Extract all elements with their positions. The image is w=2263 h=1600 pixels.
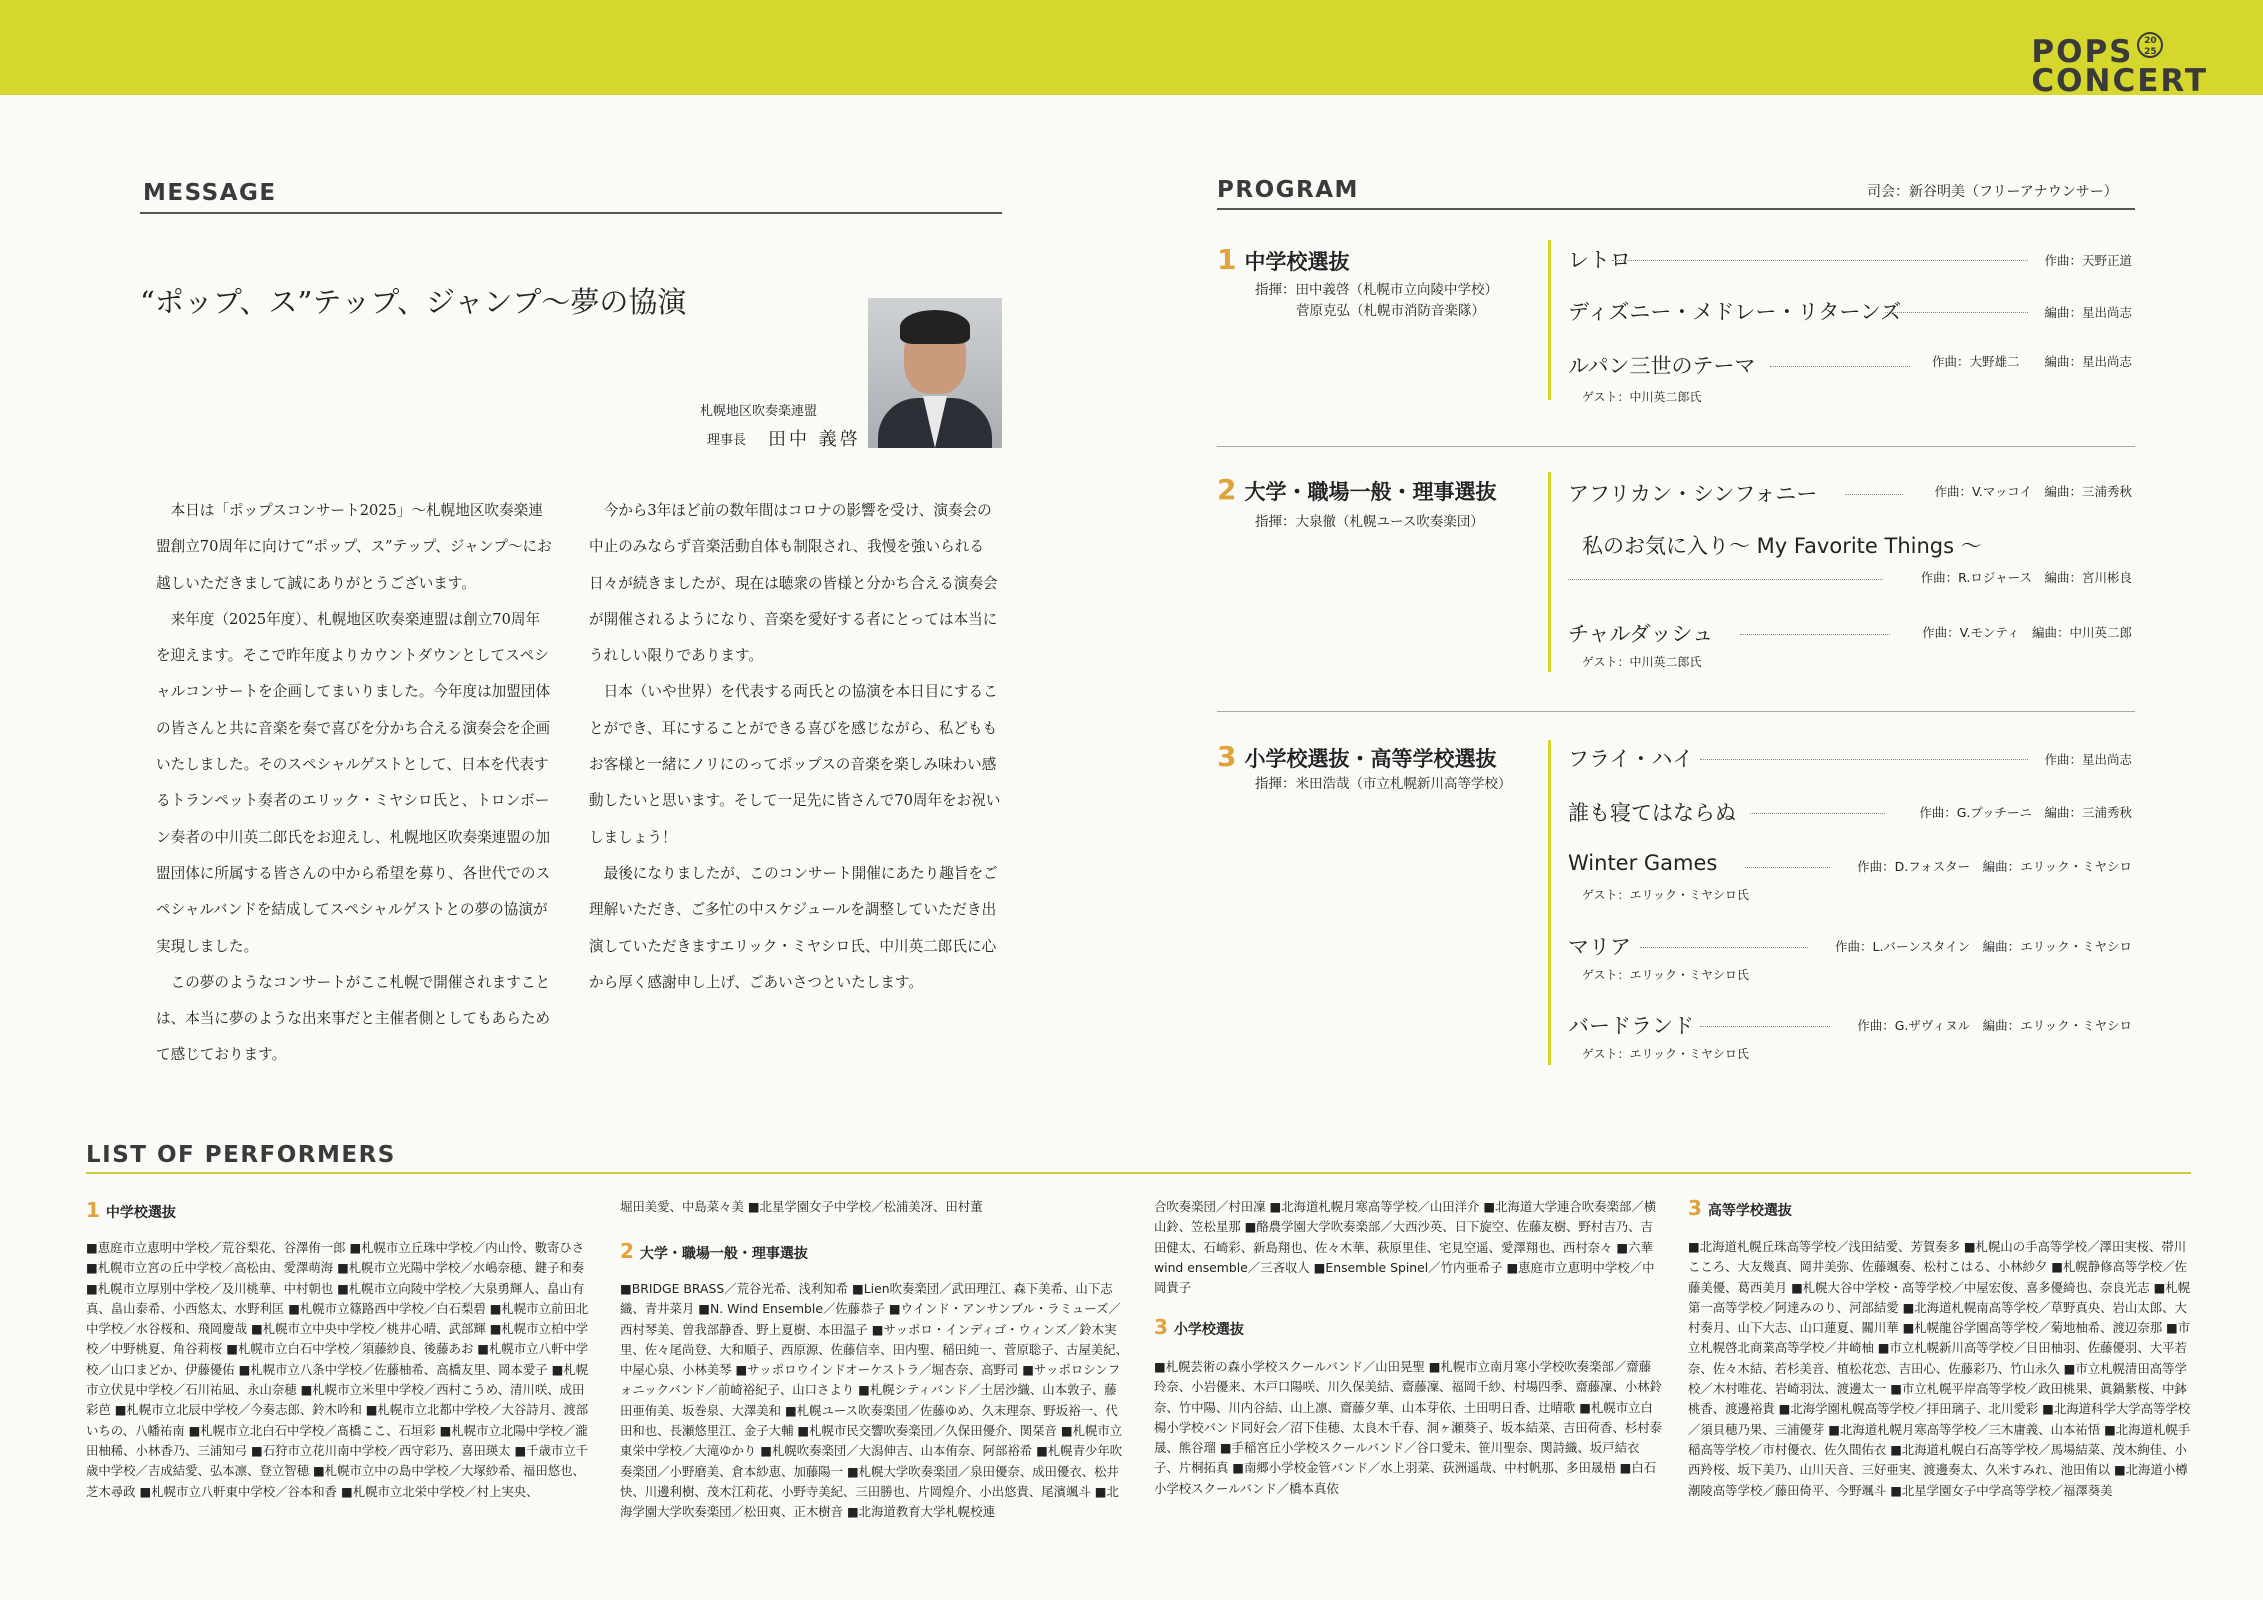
message-rule	[140, 212, 1002, 214]
conductor: 指揮：田中義啓（札幌市立向陵中学校）	[1255, 282, 1498, 298]
guest-credit: ゲスト：エリック・ミヤシロ氏	[1582, 1047, 1749, 1061]
song-title: レトロ	[1568, 248, 1631, 272]
performers-category: 3 高等学校選抜	[1688, 1196, 1792, 1220]
performers-list: ■北海道札幌丘珠高等学校／浅田結愛、芳賀奏多 ■札幌山の手高等学校／澤田実桜、帯川こころ、大友幾真、岡井美弥、佐藤颯奏、松村こはる、小林紗夕 ■札幌静修高等学校／佐藤美優、葛西美月 ■札幌大谷中学校・高等学校／中屋宏俊、喜多優綺也、奈良光志 ■札幌第一高等学校／阿達みのり、河部結愛 ■北海道札幌南高等学校／草野真央、岩山太郎、大村奏月、山下大志、山口蓮夏、關川華 ■札幌龍谷学園高等学校／菊地柚希、渡辺奈那 ■市立札幌啓北商業高等学校／井崎柚 ■市立札幌新川高等学校／日田柚羽、佐藤優羽、大平若奈、佐々木結、若杉美音、植松花恋、吉田心、佐藤彩乃、竹山永久 ■市立札幌清田高等学校／木村唯花、岩崎羽汰、渡邊太一 ■市立札幌平岸高等学校／政田桃果、眞鍋紫桜、中鉢桃香、渡邊裕貴 ■北海学園札幌高等学校／拝田璃子、北川愛彩 ■北海道科学大学高等学校／須貝穂乃果、三浦優芽 ■北海道札幌月寒高等学校／三木庸義、山本祐悟 ■北海道札幌手稲高等学校／市村優衣、佐久間佑衣 ■北海道札幌白石高等学校／馬場結菜、茂木絢佳、小西羚桜、坂下美乃、山川天音、三好亜実、渡邊奏太、久米すみれ、池田侑以 ■北海道小樽潮陵高等学校／藤田倚平、今野颯斗 ■北星学園女子中学高等学校／福澤葵美	[1688, 1239, 2191, 1498]
section-bar	[1548, 240, 1551, 400]
song-credit: 作曲：星出尚志	[2044, 752, 2132, 767]
conductor: 指揮：大泉徹（札幌ユース吹奏楽団）	[1255, 514, 1484, 530]
message-column-2	[589, 493, 1002, 1001]
conductor: 指揮：米田浩哉（市立札幌新川高等学校）	[1255, 776, 1512, 792]
song-title: マリア	[1568, 935, 1631, 959]
performers-category: 3 小学校選抜	[1154, 1315, 1244, 1339]
message-heading: MESSAGE	[143, 180, 277, 206]
message-paragraph: 最後になりましたが、このコンサート開催にあたり趣旨をご理解いただき、ご多忙の中スケジュールを調整していただき出演していただきますエリック・ミヤシロ氏、中川英二郎氏に心から厚く感謝申し上げ、ごあいさつといたします。	[589, 864, 998, 991]
performers-category: 1 中学校選抜	[86, 1198, 176, 1222]
song-credit: 作曲：D.フォスター 編曲：エリック・ミヤシロ	[1857, 859, 2132, 874]
chairman-name: 田中 義啓	[768, 429, 861, 450]
message-column-1	[156, 493, 553, 1074]
message-paragraph: 来年度（2025年度）、札幌地区吹奏楽連盟は創立70周年を迎えます。そこで昨年度よりカウントダウンとしてスペシャルコンサートを企画してまいりました。今年度は加盟団体の皆さんと共に音楽を奏で喜びを分かち合える演奏会を企画いたしました。そのスペシャルゲストとして、日本を代表するトランペット奏者のエリック・ミヤシロ氏と、トロンボーン奏者の中川英二郎氏をお迎えし、札幌地区吹奏楽連盟の加盟団体に所属する皆さんの中から希望を募り、各世代でのスペシャルバンドを結成してスペシャルゲストとの夢の協演が実現しました。	[156, 610, 551, 955]
song-title: チャルダッシュ	[1568, 622, 1714, 646]
message-paragraph: 今から3年ほど前の数年間はコロナの影響を受け、演奏会の中止のみならず音楽活動自体も制限され、我慢を強いられる日々が続きましたが、現在は聴衆の皆様と分かち合える演奏会が開催されるようになり、音楽を愛好する者にとっては本当にうれしい限りであります。	[589, 502, 998, 665]
song-title: ディズニー・メドレー・リターンズ	[1568, 300, 1902, 324]
song-credit: 作曲：G.ザヴィヌル 編曲：エリック・ミヤシロ	[1857, 1018, 2132, 1033]
chairman-role: 理事長	[707, 433, 747, 448]
year-badge: 20 25	[2137, 32, 2163, 58]
song-credit: 作曲：V.モンティ 編曲：中川英二郎	[1922, 625, 2132, 640]
chairman-affiliation: 札幌地区吹奏楽連盟	[700, 404, 818, 419]
top-banner	[0, 0, 2263, 100]
message-paragraph: 本日は「ポップスコンサート2025」～札幌地区吹奏楽連盟創立70周年に向けて“ポップ、ス”テップ、ジャンプ～にお越しいただきまして誠にありがとうございます。	[156, 502, 552, 592]
song-title: バードランド	[1568, 1014, 1694, 1038]
song-title: Winter Games	[1568, 851, 1718, 875]
song-credit: 作曲：R.ロジャース 編曲：宮川彬良	[1920, 570, 2132, 585]
guest-credit: ゲスト：エリック・ミヤシロ氏	[1582, 968, 1749, 982]
conductor: 菅原克弘（札幌市消防音楽隊）	[1296, 303, 1485, 319]
song-title: 誰も寝てはならぬ	[1568, 801, 1736, 825]
section-divider	[1217, 446, 2135, 447]
performers-list: 合吹奏楽団／村田凜 ■北海道札幌月寒高等学校／山田洋介 ■北海道大学連合吹奏楽部／横山鈴、笠松星那 ■酪農学園大学吹奏楽部／大西沙英、日下旋空、佐藤友樹、野村吉乃、吉田健太、石崎彩、新島翔也、佐々木華、萩原里佳、宅見空遥、愛澤翔也、西村奈々 ■六華wind ensemble／三吝収人 ■Ensemble Spinel／竹内亜希子 ■恵庭市立恵明中学校／中岡貴子	[1154, 1199, 1657, 1296]
song-credit: 作曲：V.マッコイ 編曲：三浦秀秋	[1934, 484, 2132, 499]
performers-category: 2 大学・職場一般・理事選抜	[620, 1239, 808, 1263]
song-title: 私のお気に入り～ My Favorite Things ～	[1582, 534, 1982, 558]
performers-list: ■札幌芸術の森小学校スクールバンド／山田晃聖 ■札幌市立南月寒小学校吹奏楽部／齋藤玲奈、小岩優来、木戸口陽咲、川久保美結、齋藤凜、福岡千紗、村場四季、齋藤凜、小林鈴奈、竹中陽、川内谷結、山上凛、齋藤夕華、山本芽依、土田明日香、辻晴歌 ■札幌市立白楊小学校バンド同好会／沼下佳穂、太良木千春、洞ヶ瀬葵子、坂本結菜、吉田荷香、杉村泰晟、熊谷瑠 ■手稲宮丘小学校スクールバンド／谷口愛未、笹川聖奈、関詩織、坂戸結衣子、片桐拓真 ■南郷小学校金管バンド／水上羽菜、荻洲遥哉、中村帆那、多田晟梧 ■白石小学校スクールバンド／橋本真依	[1154, 1359, 1663, 1496]
guest-credit: ゲスト：エリック・ミヤシロ氏	[1582, 888, 1749, 902]
song-credit: 作曲：天野正道	[2044, 253, 2132, 268]
message-title: “ポップ、ス”テップ、ジャンプ～夢の協演	[140, 285, 687, 319]
song-credit: 編曲：星出尚志	[2044, 305, 2132, 320]
song-credit: 作曲：G.プッチーニ 編曲：三浦秀秋	[1919, 805, 2132, 820]
performers-rule	[86, 1172, 2191, 1174]
performers-heading: LIST OF PERFORMERS	[86, 1142, 396, 1168]
song-credit: 作曲：大野雄二 編曲：星出尚志	[1931, 354, 2132, 369]
song-title: フライ・ハイ	[1568, 747, 1694, 771]
message-paragraph: 日本（いや世界）を代表する両氏との協演を本日目にすることができ、耳にすることができる喜びを感じながら、私どももお客様と一緒にノリにのってポップスの音楽を楽しみ味わい感動したいと思います。そして一足先に皆さんで70周年をお祝いしましょう！	[589, 683, 1001, 846]
chairman-photo	[868, 298, 1002, 448]
performers-list: 堀田美愛、中島菜々美 ■北星学園女子中学校／松浦美冴、田村董	[620, 1199, 983, 1214]
pops-concert-logo: POPS CONCERT 20 25	[2031, 34, 2208, 100]
program-section-2-title: 2 大学・職場一般・理事選抜	[1217, 473, 1497, 506]
section-bar	[1548, 740, 1551, 1065]
program-section-3-title: 3 小学校選抜・高等学校選抜	[1217, 740, 1497, 773]
song-credit: 作曲：L.バーンスタイン 編曲：エリック・ミヤシロ	[1835, 939, 2132, 954]
song-title: アフリカン・シンフォニー	[1568, 482, 1818, 506]
guest-credit: ゲスト：中川英二郎氏	[1582, 390, 1702, 404]
section-divider	[1217, 711, 2135, 712]
song-title: ルパン三世のテーマ	[1568, 354, 1756, 378]
program-rule	[1217, 208, 2135, 210]
performers-list: ■BRIDGE BRASS／荒谷光希、浅利知希 ■Lien吹奏楽団／武田理江、森下美希、山下志織、青井菜月 ■N. Wind Ensemble／佐藤恭子 ■ウインド・アンサンブル・ラミューズ／西村琴美、曽我部静香、野上夏樹、本田温子 ■サッポロ・インディゴ・ウィンズ／鈴木実里、佐々尾尚登、大和順子、西原源、佐藤信幸、田内聖、稲田純一、菅原聡子、古屋美紀、中屋心泉、小林美琴 ■サッポロウインドオーケストラ／堀杏奈、高野司 ■サッポロシンフォニックバンド／前崎裕紀子、山口さより ■札幌シティバンド／土居沙織、山本敦子、藤田亜侑美、坂巻泉、大澤美和 ■札幌ユース吹奏楽団／佐藤ゆめ、久末理奈、野坂裕一、代田和也、長瀬悠里江、金子大輔 ■札幌市民交響吹奏楽団／久保田優介、関栞音 ■札幌市立東栄中学校／大滝ゆかり ■札幌吹奏楽団／大潟伸吉、山本侑奈、阿部裕希 ■札幌青少年吹奏楽団／小野磨美、倉本紗恵、加藤陽一 ■札幌大学吹奏楽団／泉田優奈、成田優衣、松井快、川邊利樹、茂木江莉花、小野寺美紀、三田勝也、片岡煌介、小出悠貴、尾濱颯斗 ■北海学園大学吹奏楽団／松田爽、正木樹音 ■北海道教育大学札幌校連	[620, 1281, 1129, 1520]
performers-list: ■恵庭市立恵明中学校／荒谷梨花、谷澤侑一郎 ■札幌市立丘珠中学校／内山怜、數寄ひさ ■札幌市立宮の丘中学校／高松由、愛澤萌海 ■札幌市立光陽中学校／水嶋奈穂、鍵子和奏 ■札幌市立厚別中学校／及川桃華、中村朝也 ■札幌市立向陵中学校／大泉勇輝人、畠山有真、畠山泰希、小西悠太、水野利匡 ■札幌市立篠路西中学校／白石梨碧 ■札幌市立前田北中学校／水谷桜和、飛岡慶哉 ■札幌市立中央中学校／桃井心晴、武部輝 ■札幌市立柏中学校／中野桃夏、角谷莉桜 ■札幌市立白石中学校／須藤紗良、後藤あお ■札幌市立八軒中学校／山口まどか、伊藤優佑 ■札幌市立八条中学校／佐藤柚希、高橋友里、岡本愛子 ■札幌市立伏見中学校／石川祐凪、永山奈穂 ■札幌市立米里中学校／西村こうめ、清川咲、成田彩芭 ■札幌市立北辰中学校／今奏志郎、鈴木吟和 ■札幌市立北都中学校／大谷詩月、渡部いちの、八幡祐南 ■札幌市立北白石中学校／髙橋ここ、石垣彩 ■札幌市立北陽中学校／瀧田柚稀、小林香乃、三浦知弓 ■石狩市立花川南中学校／西守彩乃、喜田瑛太 ■千歳市立千歳中学校／吉成結愛、弘本凛、登立智穂 ■札幌市立中の島中学校／大塚紗希、福田悠也、芝木尋政 ■札幌市立八軒東中学校／谷本和香 ■札幌市立北栄中学校／村上実央、	[86, 1240, 589, 1499]
section-bar	[1548, 472, 1551, 672]
message-paragraph: この夢のようなコンサートがここ札幌で開催されますことは、本当に夢のような出来事だと主催者側としてもあらためて感じております。	[156, 973, 551, 1064]
mc-credit: 司会：新谷明美（フリーアナウンサー）	[1867, 184, 2118, 200]
program-section-1-title: 1 中学校選抜	[1217, 243, 1350, 276]
guest-credit: ゲスト：中川英二郎氏	[1582, 655, 1702, 669]
program-heading: PROGRAM	[1217, 177, 1359, 203]
